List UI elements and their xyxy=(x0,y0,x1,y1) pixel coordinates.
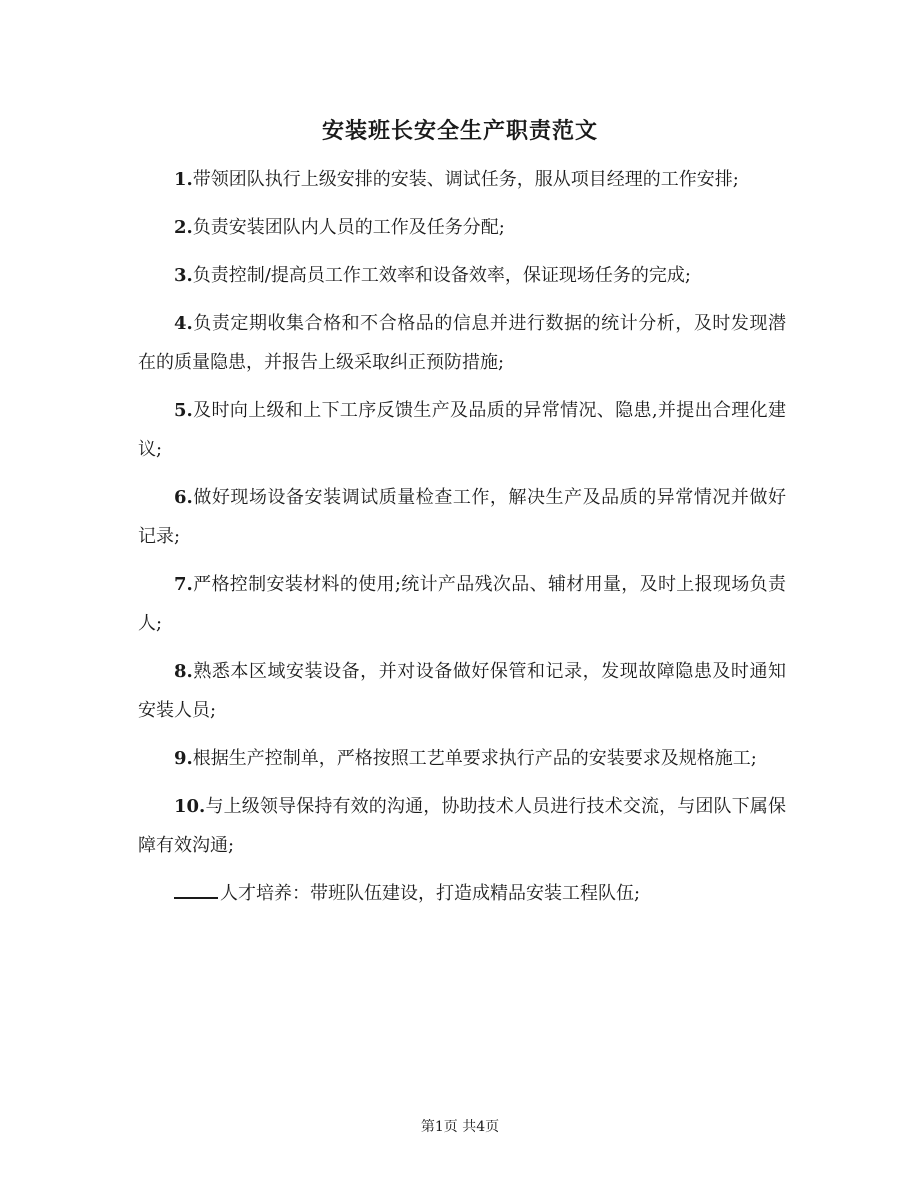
document-body xyxy=(138,160,786,922)
list-item xyxy=(138,478,786,556)
list-item xyxy=(138,565,786,643)
item-text: 熟悉本区域安装设备，并对设备做好保管和记录，发现故障隐患及时通知安装人员; xyxy=(138,661,786,721)
item-text: 负责安装团队内人员的工作及任务分配; xyxy=(192,217,505,238)
item-number: 6. xyxy=(174,487,193,508)
item-text: 根据生产控制单，严格按照工艺单要求执行产品的安装要求及规格施工; xyxy=(192,748,757,769)
item-number: 8. xyxy=(174,661,193,682)
list-item xyxy=(138,208,786,247)
document-title: 安装班长安全生产职责范文 xyxy=(321,118,598,144)
list-item xyxy=(138,391,786,469)
item-text: 严格控制安装材料的使用;统计产品残次品、辅材用量，及时上报现场负责人; xyxy=(138,574,786,634)
item-number: 10. xyxy=(174,796,206,817)
item-text: 做好现场设备安装调试质量检查工作，解决生产及品质的异常情况并做好记录; xyxy=(138,487,786,547)
page-number: 第1页 共4页 xyxy=(420,1119,500,1135)
list-item xyxy=(138,739,786,778)
list-item xyxy=(138,874,786,913)
list-item xyxy=(138,787,786,865)
list-item xyxy=(138,304,786,382)
item-text: 负责定期收集合格和不合格品的信息并进行数据的统计分析，及时发现潜在的质量隐患，并报告上级采取纠正预防措施; xyxy=(138,313,786,373)
item-number: 5. xyxy=(174,400,193,421)
item-number: 1. xyxy=(174,169,193,190)
fill-in-blank xyxy=(174,879,218,899)
item-text: 及时向上级和上下工序反馈生产及品质的异常情况、隐患,并提出合理化建议; xyxy=(138,400,786,460)
list-item xyxy=(138,160,786,199)
item-number: 3. xyxy=(174,265,193,286)
item-number: 4. xyxy=(174,313,193,334)
item-number: 2. xyxy=(174,217,193,238)
item-text: 人才培养：带班队伍建设，打造成精品安装工程队伍; xyxy=(220,883,641,904)
item-text: 负责控制/提高员工作工效率和设备效率，保证现场任务的完成; xyxy=(192,265,691,286)
list-item xyxy=(138,652,786,730)
list-item xyxy=(138,256,786,295)
item-text: 带领团队执行上级安排的安装、调试任务，服从项目经理的工作安排; xyxy=(192,169,739,190)
item-text: 与上级领导保持有效的沟通，协助技术人员进行技术交流，与团队下属保障有效沟通; xyxy=(138,796,786,856)
item-number: 7. xyxy=(174,574,193,595)
item-number: 9. xyxy=(174,748,193,769)
